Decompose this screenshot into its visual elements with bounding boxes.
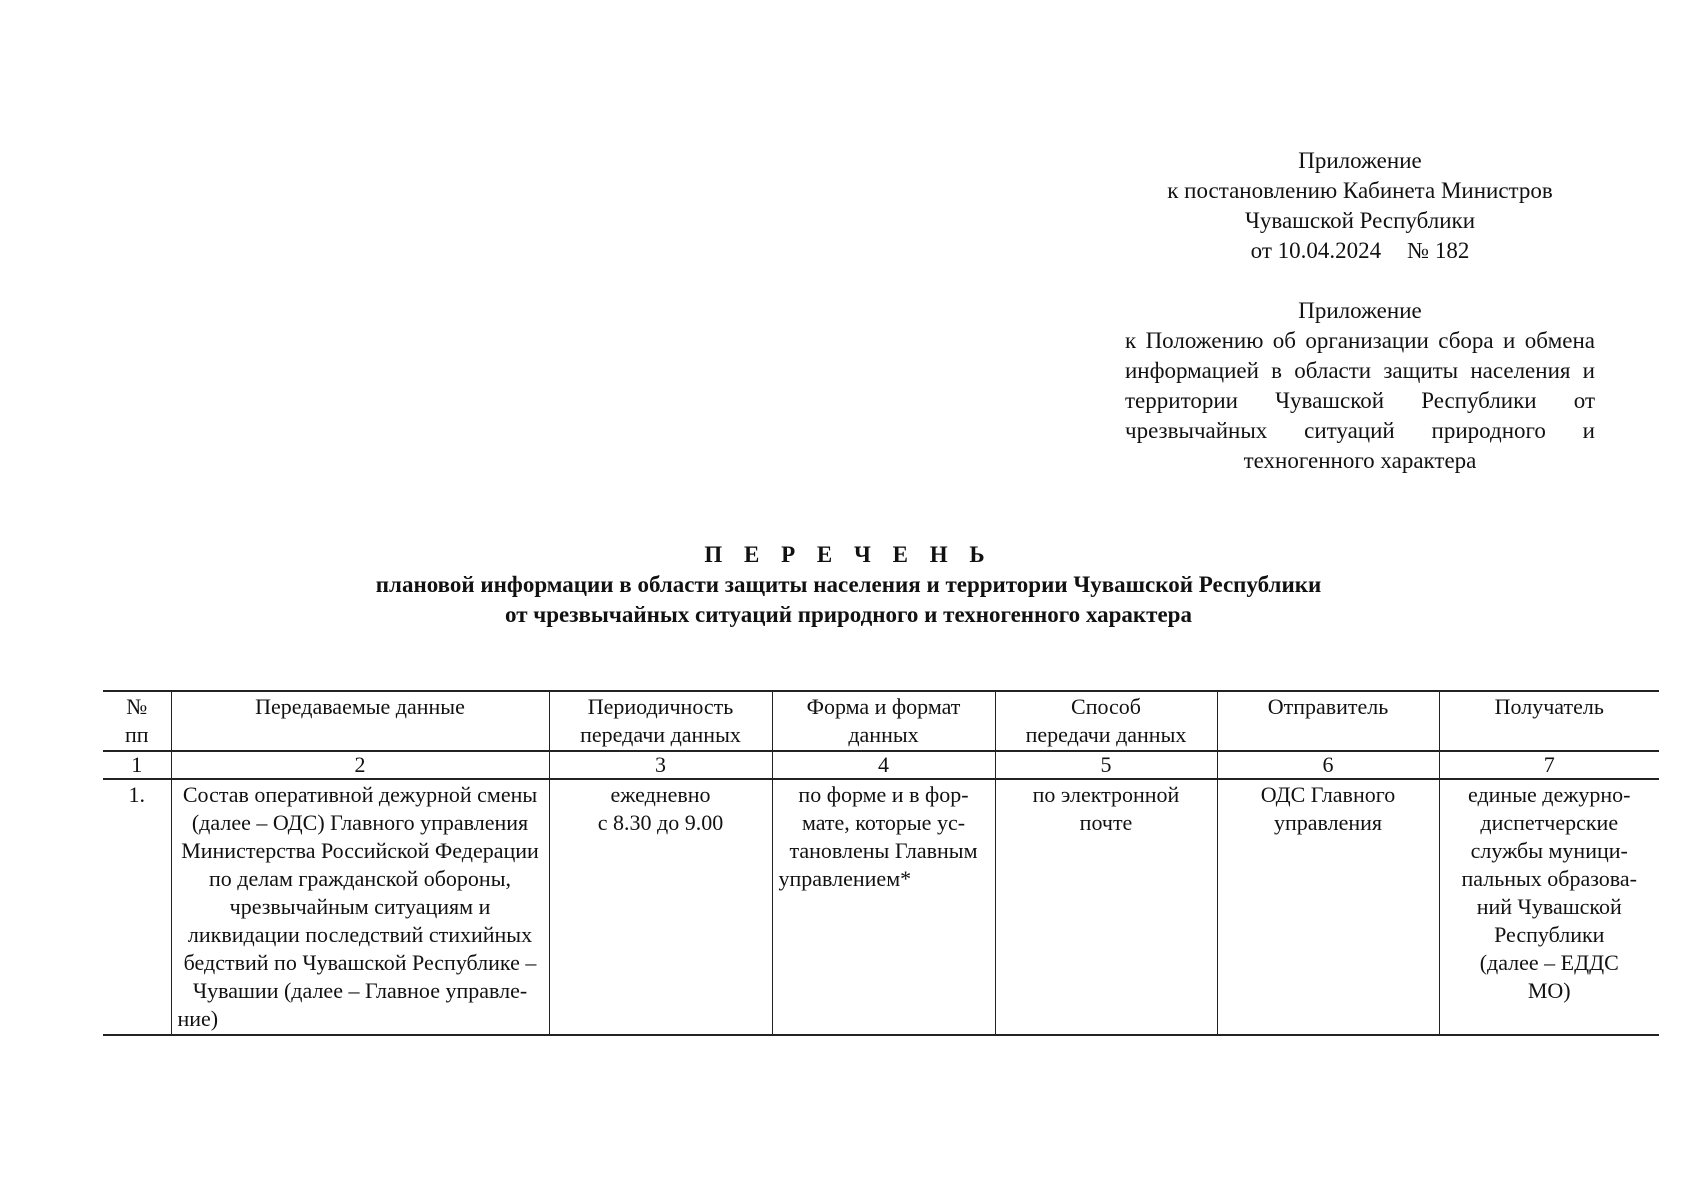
document-heading (0, 540, 1697, 630)
appendix-2-title: Приложение (1298, 298, 1422, 323)
header-method: Способ передачи данных (995, 691, 1217, 751)
header-form: Форма и формат данных (772, 691, 995, 751)
row-recipient: единые дежурно- диспетчерские службы муници- пальных образова- ний Чувашской Республики (далее – ЕДДС МО) (1439, 779, 1659, 1035)
column-number-row (103, 751, 1659, 779)
appendix-republic-line: Чувашской Республики (1244, 208, 1476, 233)
appendix-regulation-reference (1125, 296, 1595, 476)
row-form: по форме и в формате, которые установлены Главным управлением* (772, 779, 995, 1035)
header-sender: Отправитель (1217, 691, 1439, 751)
heading-title: П Е Р Е Ч Е Н Ь (704, 542, 993, 567)
date-prefix: от (1250, 238, 1272, 263)
header-recipient: Получатель (1439, 691, 1659, 751)
column-number: 5 (995, 751, 1217, 779)
information-list-table (103, 690, 1659, 1036)
column-number: 1 (103, 751, 171, 779)
header-data: Передаваемые данные (171, 691, 549, 751)
header-number: № пп (103, 691, 171, 751)
row-periodicity: ежедневно с 8.30 до 9.00 (549, 779, 772, 1035)
column-number: 3 (549, 751, 772, 779)
table-header-row (103, 691, 1659, 751)
appendix-date-line (1110, 236, 1610, 266)
appendix-decree-reference (1110, 146, 1610, 266)
heading-subtitle-2: от чрезвычайных ситуаций природного и техногенного характера (505, 602, 1192, 627)
header-periodicity: Периодичность передачи данных (549, 691, 772, 751)
row-data: Состав оперативной дежурной смены (далее – ОДС) Главного управления Министерства Российской Федерации по делам гражданской обороны, чрезвычайным ситуациям и ликвидации последствий стихийных бедствий по Чувашской Республике – Чувашии (далее – Главное управление) (171, 779, 549, 1035)
column-number: 6 (1217, 751, 1439, 779)
row-number: 1. (103, 779, 171, 1035)
appendix-title: Приложение (1298, 148, 1422, 173)
table-row (103, 779, 1659, 1035)
decree-number: № 182 (1407, 238, 1470, 263)
column-number: 7 (1439, 751, 1659, 779)
appendix-decree-line: к постановлению Кабинета Министров (1167, 178, 1553, 203)
appendix-2-body: к Положению об организации сбора и обмена информацией в области защиты населения и территории Чувашской Республики от чрезвычайных ситуаций природного и техногенного характера (1125, 328, 1595, 473)
decree-date: 10.04.2024 (1277, 238, 1382, 263)
column-number: 2 (171, 751, 549, 779)
heading-subtitle-1: плановой информации в области защиты населения и территории Чувашской Республики (375, 572, 1322, 597)
column-number: 4 (772, 751, 995, 779)
row-method: по электронной почте (995, 779, 1217, 1035)
row-sender: ОДС Главного управления (1217, 779, 1439, 1035)
